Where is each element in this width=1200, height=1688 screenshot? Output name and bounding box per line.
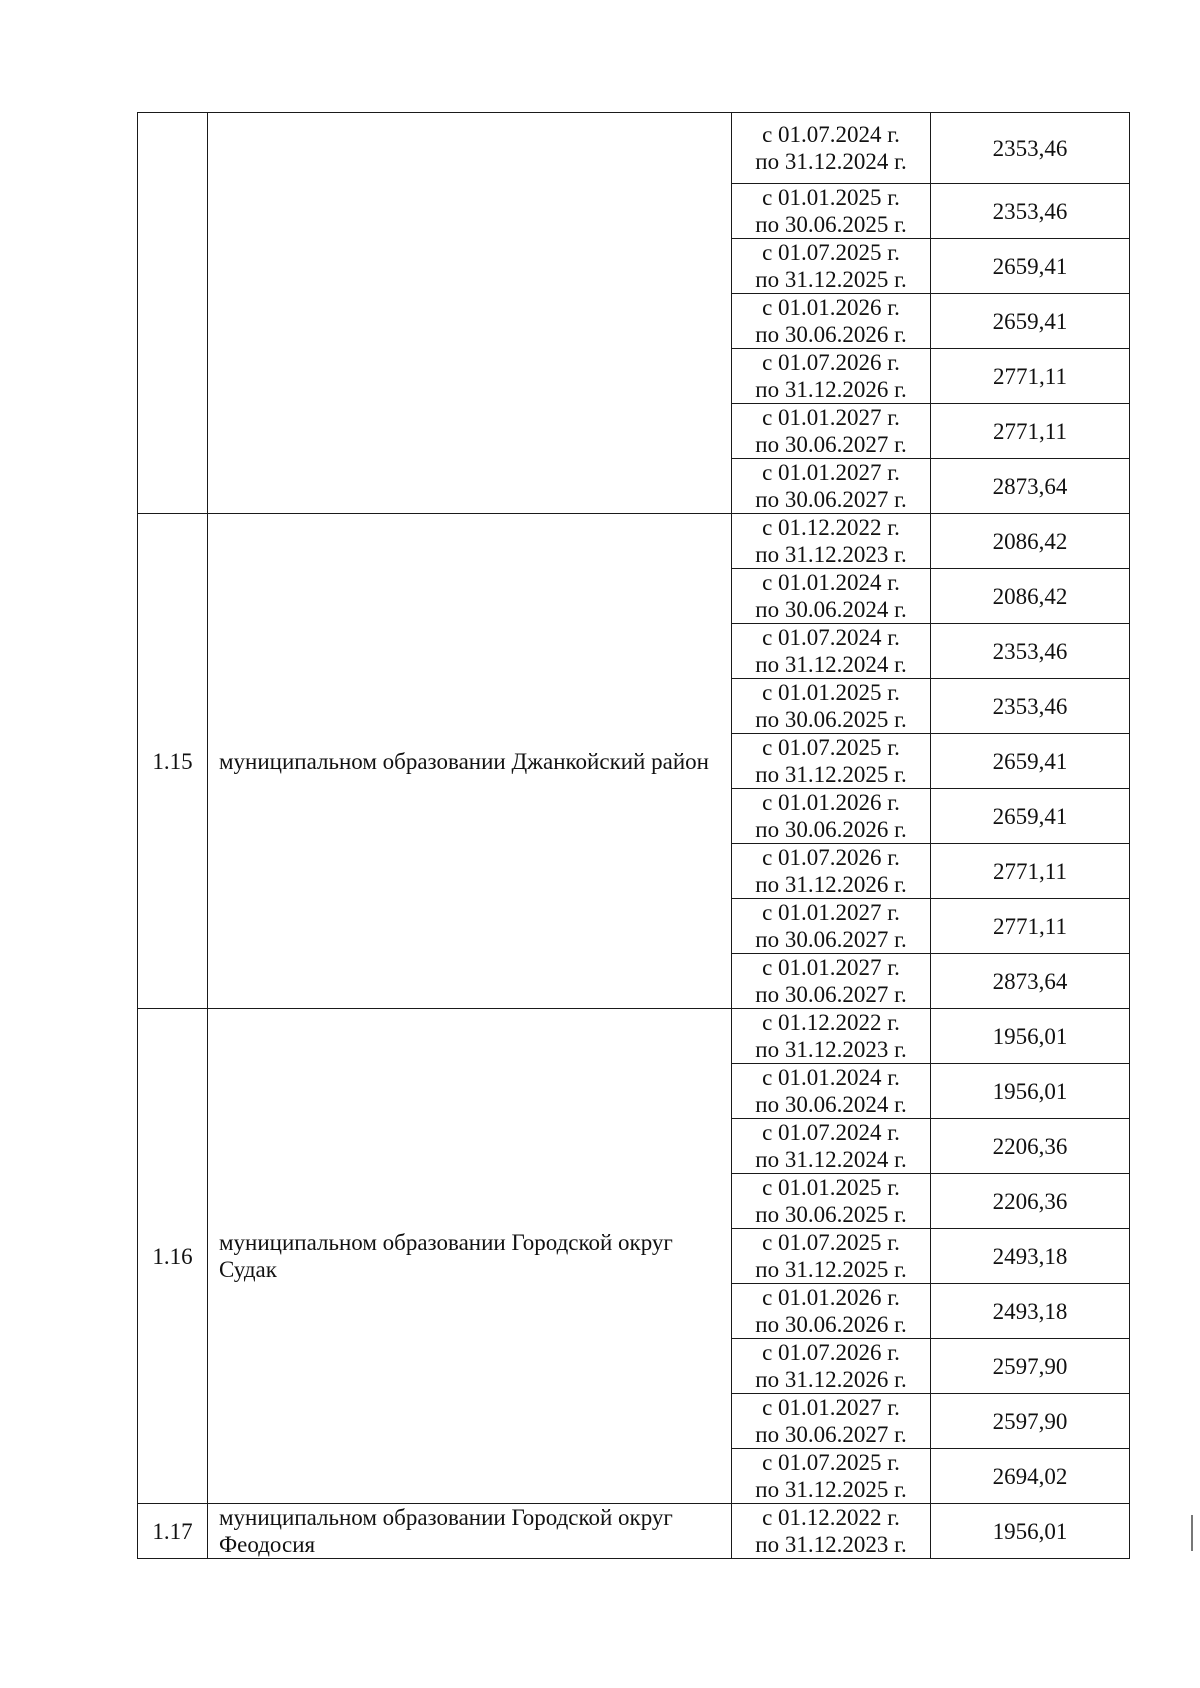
table-row [138, 1504, 1130, 1559]
period-from: с 01.07.2025 г. [762, 240, 900, 265]
period-to: по 30.06.2024 г. [755, 1092, 907, 1117]
period-from: с 01.12.2022 г. [762, 1505, 900, 1530]
tariff-value-cell: 2873,64 [931, 954, 1130, 1009]
table-row [138, 1009, 1130, 1064]
tariff-value-cell: 2353,46 [931, 624, 1130, 679]
period-cell [732, 789, 931, 844]
table-row [138, 113, 1130, 184]
period-cell [732, 349, 931, 404]
period-to: по 30.06.2026 г. [755, 817, 907, 842]
period-to: по 31.12.2026 г. [755, 1367, 907, 1392]
period-from: с 01.07.2024 г. [762, 1120, 900, 1145]
period-from: с 01.07.2026 г. [762, 845, 900, 870]
tariff-value-cell: 2873,64 [931, 459, 1130, 514]
period-cell [732, 844, 931, 899]
tariff-value-cell: 2493,18 [931, 1229, 1130, 1284]
tariff-value-cell: 2771,11 [931, 404, 1130, 459]
period-cell [732, 899, 931, 954]
tariff-table [137, 112, 1130, 1559]
period-cell [732, 294, 931, 349]
period-from: с 01.07.2025 г. [762, 1230, 900, 1255]
period-cell [732, 1119, 931, 1174]
period-to: по 31.12.2026 г. [755, 872, 907, 897]
tariff-value-cell: 2353,46 [931, 679, 1130, 734]
period-from: с 01.01.2026 г. [762, 295, 900, 320]
period-to: по 31.12.2024 г. [755, 1147, 907, 1172]
table-row [138, 514, 1130, 569]
period-from: с 01.01.2027 г. [762, 460, 900, 485]
period-from: с 01.12.2022 г. [762, 515, 900, 540]
period-to: по 30.06.2025 г. [755, 1202, 907, 1227]
row-number-cell: 1.15 [138, 514, 208, 1009]
period-from: с 01.01.2026 г. [762, 1285, 900, 1310]
period-to: по 30.06.2025 г. [755, 212, 907, 237]
tariff-value-cell: 2771,11 [931, 349, 1130, 404]
period-from: с 01.01.2027 г. [762, 900, 900, 925]
municipality-name-cell: муниципальном образовании Городской округ Судак [208, 1009, 732, 1504]
period-cell [732, 734, 931, 789]
row-number-cell [138, 113, 208, 514]
tariff-value-cell: 2086,42 [931, 514, 1130, 569]
tariff-value-cell: 2659,41 [931, 734, 1130, 789]
period-from: с 01.01.2025 г. [762, 185, 900, 210]
period-from: с 01.01.2024 г. [762, 1065, 900, 1090]
period-from: с 01.01.2027 г. [762, 1395, 900, 1420]
tariff-value-cell: 2771,11 [931, 844, 1130, 899]
tariff-value-cell: 1956,01 [931, 1064, 1130, 1119]
tariff-value-cell: 2353,46 [931, 113, 1130, 184]
period-to: по 31.12.2024 г. [755, 652, 907, 677]
tariff-value-cell: 2771,11 [931, 899, 1130, 954]
tariff-value-cell: 2493,18 [931, 1284, 1130, 1339]
tariff-value-cell: 2597,90 [931, 1394, 1130, 1449]
period-from: с 01.07.2025 г. [762, 735, 900, 760]
period-to: по 31.12.2023 г. [755, 1037, 907, 1062]
municipality-name-cell: муниципальном образовании Джанкойский район [208, 514, 732, 1009]
period-to: по 30.06.2027 г. [755, 927, 907, 952]
period-to: по 31.12.2025 г. [755, 1257, 907, 1282]
period-from: с 01.07.2025 г. [762, 1450, 900, 1475]
period-to: по 30.06.2024 г. [755, 597, 907, 622]
tariff-value-cell: 2086,42 [931, 569, 1130, 624]
period-to: по 30.06.2027 г. [755, 982, 907, 1007]
period-cell [732, 1009, 931, 1064]
row-number-cell: 1.17 [138, 1504, 208, 1559]
period-to: по 31.12.2023 г. [755, 1532, 907, 1557]
period-to: по 31.12.2026 г. [755, 377, 907, 402]
period-to: по 30.06.2027 г. [755, 432, 907, 457]
period-to: по 31.12.2025 г. [755, 267, 907, 292]
tariff-table-body [138, 113, 1130, 1559]
period-cell [732, 954, 931, 1009]
tariff-value-cell: 1956,01 [931, 1504, 1130, 1559]
period-from: с 01.07.2026 г. [762, 1340, 900, 1365]
period-from: с 01.01.2027 г. [762, 405, 900, 430]
municipality-name-cell: муниципальном образовании Городской округ Феодосия [208, 1504, 732, 1559]
period-from: с 01.01.2026 г. [762, 790, 900, 815]
tariff-value-cell: 2659,41 [931, 789, 1130, 844]
period-from: с 01.01.2025 г. [762, 680, 900, 705]
period-cell [732, 1284, 931, 1339]
period-cell [732, 239, 931, 294]
period-cell [732, 1394, 931, 1449]
tariff-value-cell: 2659,41 [931, 294, 1130, 349]
period-cell [732, 624, 931, 679]
tariff-value-cell: 2353,46 [931, 184, 1130, 239]
period-from: с 01.07.2024 г. [762, 122, 900, 147]
tariff-value-cell: 2206,36 [931, 1174, 1130, 1229]
period-cell [732, 1174, 931, 1229]
tariff-value-cell: 2597,90 [931, 1339, 1130, 1394]
period-cell [732, 459, 931, 514]
tariff-value-cell: 2659,41 [931, 239, 1130, 294]
period-cell [732, 1064, 931, 1119]
period-from: с 01.07.2024 г. [762, 625, 900, 650]
period-to: по 30.06.2027 г. [755, 1422, 907, 1447]
period-from: с 01.01.2024 г. [762, 570, 900, 595]
period-to: по 30.06.2025 г. [755, 707, 907, 732]
period-cell [732, 514, 931, 569]
tariff-value-cell: 2694,02 [931, 1449, 1130, 1504]
period-to: по 31.12.2025 г. [755, 762, 907, 787]
scan-artifact-mark [1191, 1515, 1193, 1551]
period-cell [732, 1449, 931, 1504]
period-to: по 30.06.2026 г. [755, 1312, 907, 1337]
period-from: с 01.01.2025 г. [762, 1175, 900, 1200]
period-cell [732, 569, 931, 624]
row-number-cell: 1.16 [138, 1009, 208, 1504]
period-to: по 31.12.2023 г. [755, 542, 907, 567]
period-to: по 30.06.2026 г. [755, 322, 907, 347]
period-cell [732, 184, 931, 239]
period-cell [732, 113, 931, 184]
period-to: по 31.12.2025 г. [755, 1477, 907, 1502]
period-from: с 01.01.2027 г. [762, 955, 900, 980]
period-from: с 01.12.2022 г. [762, 1010, 900, 1035]
period-cell [732, 404, 931, 459]
period-from: с 01.07.2026 г. [762, 350, 900, 375]
period-to: по 30.06.2027 г. [755, 487, 907, 512]
period-cell [732, 1339, 931, 1394]
tariff-value-cell: 1956,01 [931, 1009, 1130, 1064]
period-cell [732, 679, 931, 734]
tariff-value-cell: 2206,36 [931, 1119, 1130, 1174]
period-cell [732, 1229, 931, 1284]
period-to: по 31.12.2024 г. [755, 149, 907, 174]
municipality-name-cell [208, 113, 732, 514]
period-cell [732, 1504, 931, 1559]
